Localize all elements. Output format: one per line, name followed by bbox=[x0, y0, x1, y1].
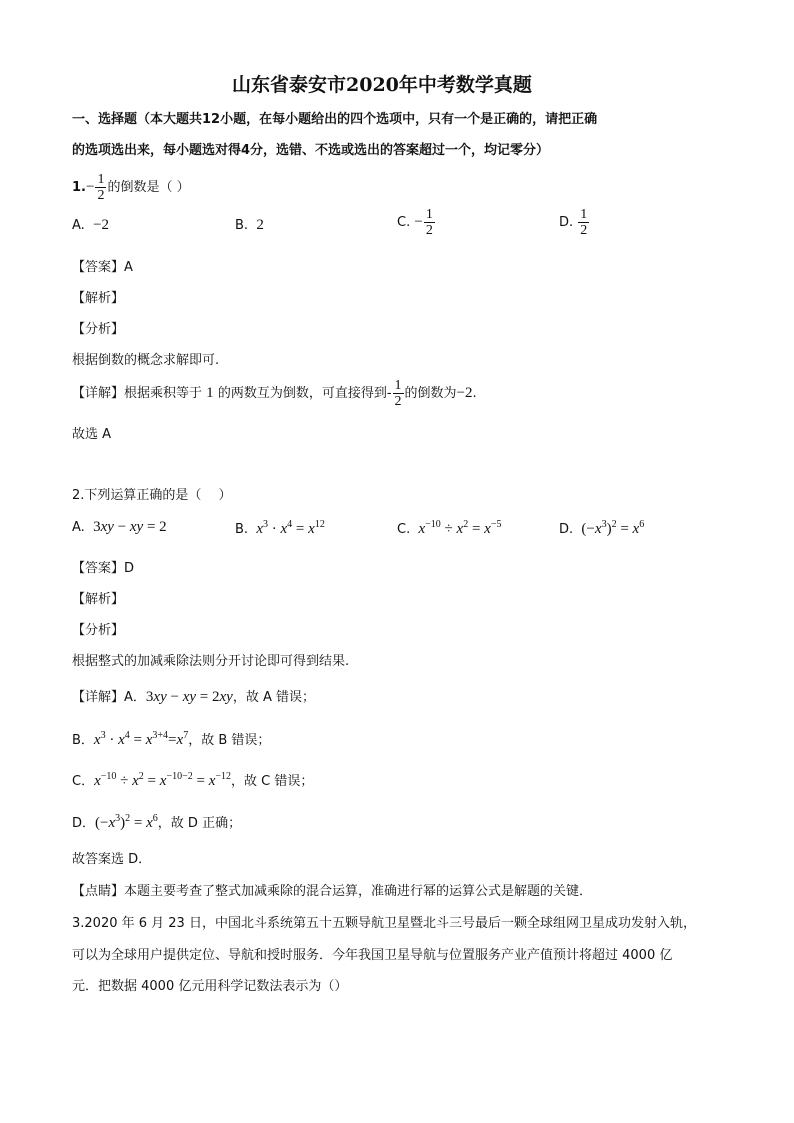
q1-fenxi-text: 根据倒数的概念求解即可. bbox=[72, 353, 220, 368]
q2-detail-b-suffix: ，故 B 错误； bbox=[188, 733, 271, 748]
q2-detail-d-expr: $(-x^3)^2 = x^6$ bbox=[95, 813, 158, 831]
q2-option-a bbox=[72, 519, 167, 536]
section-heading-line1: 一、选择题（本大题共12小题，在每小题给出的四个选项中，只有一个是正确的，请把正确 bbox=[72, 112, 598, 127]
q1-detail-result: −2 bbox=[456, 385, 473, 401]
q1-option-d-label: D. bbox=[559, 215, 574, 230]
q2-detail-d-prefix: D． bbox=[72, 816, 96, 831]
q1-number: 1. bbox=[72, 180, 86, 195]
q1-fraction bbox=[95, 172, 106, 203]
q1-option-d-num: 1 bbox=[580, 207, 588, 222]
q1-option-c-num: 1 bbox=[425, 207, 433, 222]
q1-option-c-den: 2 bbox=[425, 223, 433, 238]
q2-detail-c-prefix: C． bbox=[72, 774, 95, 789]
q2-fenxi-text: 根据整式的加减乘除法则分开讨论即可得到结果. bbox=[72, 654, 350, 669]
q1-frac-num: 1 bbox=[97, 172, 105, 187]
q1-stem-text: 的倒数是（ ） bbox=[107, 180, 190, 195]
q1-detail-text-b: 的两数互为倒数，可直接得到- bbox=[217, 386, 392, 401]
q2-option-a-expr: 3xy − xy = 2 bbox=[93, 519, 167, 535]
q1-option-d-fraction bbox=[578, 207, 589, 238]
q1-option-a-label: A. bbox=[72, 218, 85, 233]
q3-line1: 3.2020 年 6 月 23 日，中国北斗系统第五十五颗导航卫星暨北斗三号最后一颗全球组网卫星成功发射入轨， bbox=[72, 916, 696, 931]
q2-detail-b-prefix: B． bbox=[72, 733, 94, 748]
q1-conclusion: 故选 A bbox=[72, 427, 112, 442]
q2-detail-a-prefix: A． bbox=[124, 690, 146, 705]
q1-option-a-value: −2 bbox=[93, 217, 110, 233]
q1-detail-text-a: 根据乘积等于 bbox=[124, 386, 203, 401]
q2-option-d-expr: $(-x^3)^2 = x^6$ bbox=[581, 519, 645, 537]
q2-answer-tag: 【答案】 bbox=[72, 561, 125, 576]
q2-option-b bbox=[235, 519, 325, 538]
q2-detail-d bbox=[72, 812, 241, 832]
section-heading-line2: 的选项选出来，每小题选对得4分，选错、不选或选出的答案超过一个，均记零分） bbox=[72, 143, 550, 158]
q1-neg: − bbox=[85, 179, 95, 195]
q1-frac-den: 2 bbox=[97, 188, 105, 203]
q2-detail-c-suffix: ，故 C 错误； bbox=[231, 774, 314, 789]
q2-answer-value: D bbox=[124, 561, 135, 576]
q2-detail-b bbox=[72, 729, 270, 749]
q2-option-b-label: B. bbox=[235, 522, 249, 537]
q2-detail-c bbox=[72, 770, 313, 790]
q1-detail-fraction bbox=[393, 378, 404, 409]
q2-detail-c-expr: $x^{-10} \div x^2 = x^{-10-2} = x^{-12}$ bbox=[94, 771, 231, 789]
q2-comment-text: 本题主要考查了整式加减乘除的混合运算，准确进行幂的运算公式是解题的关键． bbox=[124, 884, 593, 899]
q2-option-c bbox=[397, 519, 501, 538]
q2-option-c-expr: $x^{-10} \div x^2 = x^{-5}$ bbox=[418, 519, 502, 537]
q2-detail-tag: 【详解】 bbox=[72, 690, 125, 705]
q1-detail-tag: 【详解】 bbox=[72, 386, 125, 401]
q1-answer bbox=[72, 256, 133, 275]
q1-option-c-neg: − bbox=[414, 214, 423, 230]
q2-option-b-expr: $x^3 \cdot x^4 = x^{12}$ bbox=[256, 519, 325, 537]
q2-detail-a-expr: 3xy − xy = 2xy bbox=[145, 689, 233, 705]
q1-answer-tag: 【答案】 bbox=[72, 260, 125, 275]
q2-detail-a-suffix: ，故 A 错误； bbox=[232, 690, 316, 705]
q1-option-c-label: C. bbox=[397, 215, 411, 230]
q2-option-d bbox=[559, 519, 644, 538]
q1-option-b-label: B. bbox=[235, 218, 249, 233]
q1-option-b bbox=[235, 217, 264, 234]
q1-detail bbox=[72, 378, 477, 409]
q3-line2: 可以为全球用户提供定位、导航和授时服务．今年我国卫星导航与位置服务产业产值预计将超过 4000 亿 bbox=[72, 948, 673, 963]
q1-detail-end: . bbox=[472, 386, 477, 401]
q3-line3: 元．把数据 4000 亿元用科学记数法表示为（） bbox=[72, 979, 348, 994]
q1-option-b-value: 2 bbox=[256, 217, 264, 233]
q2-answer bbox=[72, 557, 134, 576]
q2-option-c-label: C. bbox=[397, 522, 411, 537]
q1-option-d-den: 2 bbox=[580, 223, 588, 238]
q2-fenxi-tag: 【分析】 bbox=[72, 623, 125, 638]
q1-detail-den: 2 bbox=[394, 394, 402, 409]
q2-detail-a bbox=[72, 686, 315, 706]
q2-comment bbox=[72, 880, 592, 899]
q1-analysis-tag: 【解析】 bbox=[72, 291, 125, 306]
q1-stem bbox=[72, 172, 190, 203]
q2-stem: 2.下列运算正确的是（ ） bbox=[72, 488, 232, 503]
page-title: 山东省泰安市2020年中考数学真题 bbox=[232, 74, 532, 96]
q1-option-a bbox=[72, 217, 109, 234]
q1-detail-one: 1 bbox=[206, 385, 214, 401]
q1-option-c-fraction bbox=[424, 207, 435, 238]
q1-detail-num: 1 bbox=[394, 378, 402, 393]
q2-comment-tag: 【点睛】 bbox=[72, 884, 125, 899]
q2-detail-b-expr: $x^3 \cdot x^4 = x^{3+4}=x^7$ bbox=[93, 730, 189, 748]
q1-detail-text-c: 的倒数为 bbox=[404, 386, 457, 401]
q1-answer-value: A bbox=[124, 260, 133, 275]
q2-conclusion: 故答案选 D． bbox=[72, 852, 152, 867]
q2-detail-d-suffix: ，故 D 正确； bbox=[157, 816, 242, 831]
q2-option-a-label: A. bbox=[72, 520, 85, 535]
q1-fenxi-tag: 【分析】 bbox=[72, 322, 125, 337]
q2-analysis-tag: 【解析】 bbox=[72, 592, 125, 607]
q1-option-d bbox=[559, 207, 590, 238]
q1-option-c bbox=[397, 207, 436, 238]
q2-option-d-label: D. bbox=[559, 522, 574, 537]
